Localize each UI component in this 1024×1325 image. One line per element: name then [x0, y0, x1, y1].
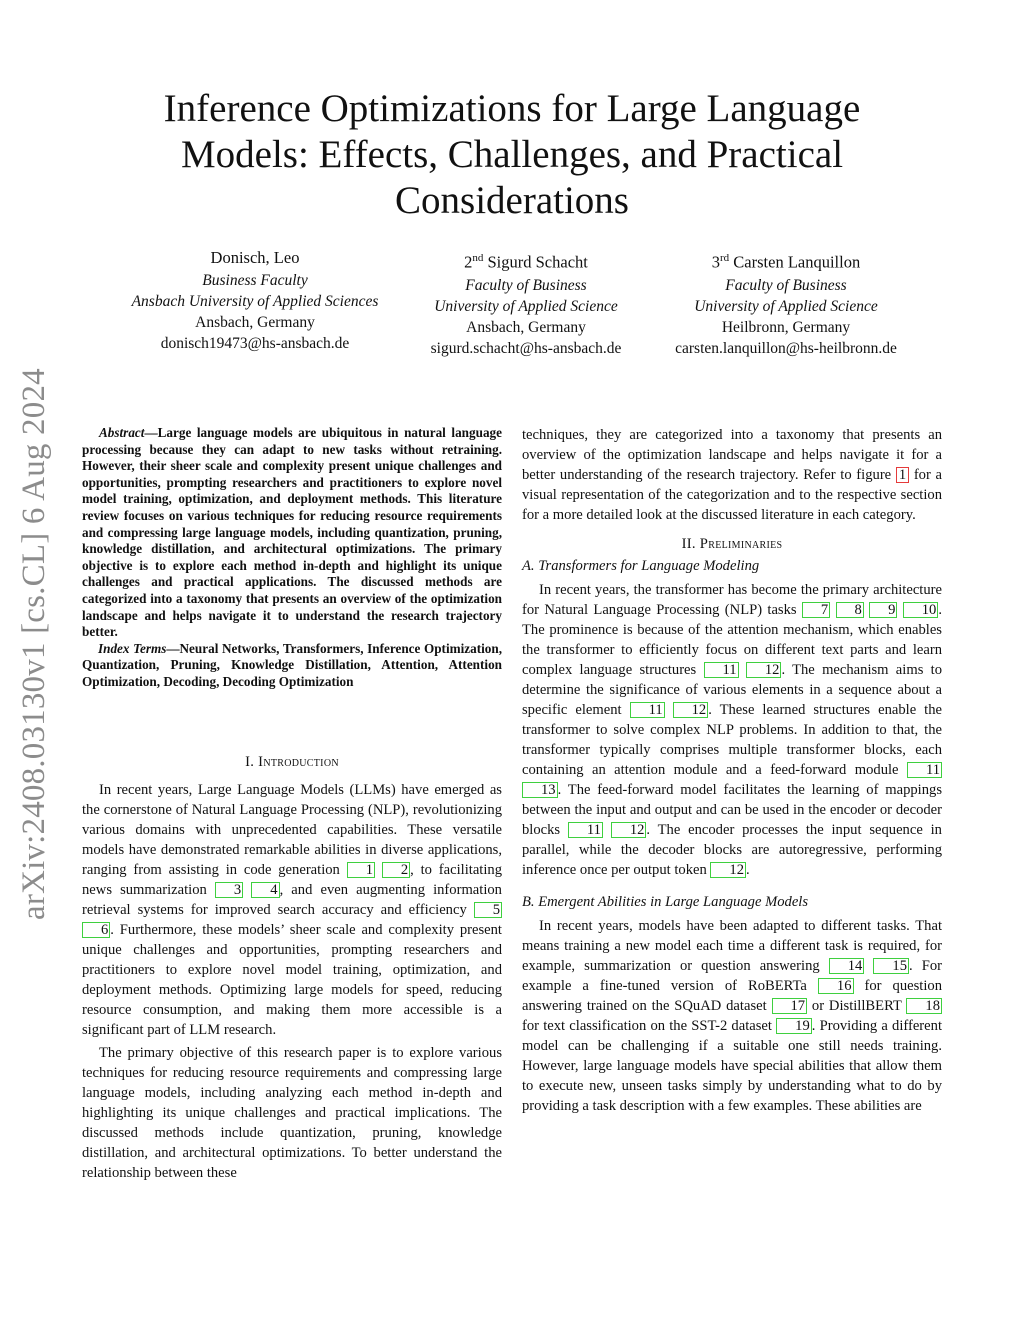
author-dept: Faculty of Business — [725, 276, 847, 294]
citation-link[interactable]: 15 — [873, 958, 909, 974]
arxiv-identifier-stamp: arXiv:2408.03130v1 [cs.CL] 6 Aug 2024 — [16, 368, 52, 920]
author-1 — [100, 246, 410, 354]
author-city: Ansbach, Germany — [466, 318, 586, 336]
citation-link[interactable]: 18 — [906, 998, 942, 1014]
emergent-abilities-paragraph: In recent years, models have been adapted to different tasks. That means training a new model each time a different task is required, for example, summarization or question answering 14 15 . For example a fine-tuned version of RoBERTa 16 for question answering trained on the SQuAD dataset 17 or DistillBERT 18 for text classification on the SST-2 dataset 19 . Providing a different model can be challenging if a suitable one still needs training. However, large language models have special abilities that allow them to execute new, unseen tasks simply by understanding what to do by providing a task description with a few examples. These abilities are — [522, 918, 943, 1114]
figure-link[interactable]: 1 — [896, 467, 909, 483]
citation-link[interactable]: 12 — [611, 822, 647, 838]
paper-title: Inference Optimizations for Large Language Models: Effects, Challenges, and Practical Considerations — [163, 87, 861, 222]
intro-continuation-paragraph: techniques, they are categorized into a taxonomy that presents an overview of the optimization landscape and helps navigate it for a better understanding of the research trajectory. Refer to figure 1 for a visual representation of the categorization and to the respective section for a more detailed look at the discussed literature in each category. — [522, 427, 942, 523]
author-name: 3rd Carsten Lanquillon — [711, 252, 861, 272]
transformers-paragraph: In recent years, the transformer has become the primary architecture for Natural Language Processing (NLP) tasks 7 8 9 10 . The prominence is because of the attention mechanism, which enables the transformer to efficiently focus on different text parts and learn complex language structures 11 12 . The mechanism aims to determine the significance of various elements in a sequence about a specific element 11 12 . These learned structures enable the transformer to solve complex NLP problems. In addition to that, the transformer typically comprises multiple transformer blocks, each containing an attention module and a feed-forward module 11 13 . The feed-forward model facilitates the learning of mappings between the input and output and can be used in the encoder or decoder blocks 11 12 . The encoder processes the input sequence in parallel, while the decoder blocks are autoregressive, performing inference once per output token 12 . — [522, 582, 942, 878]
author-2 — [410, 246, 642, 359]
citation-link[interactable]: 7 — [802, 602, 830, 618]
abstract-paragraph: Abstract—Large language models are ubiquitous in natural language processing because they can adapt to new tasks without retraining. However, their sheer scale and complexity present unique challenges and opportunities, prompting researchers and practitioners to explore novel model training, optimization, and deployment methods. This literature review focuses on various techniques for reducing resource requirements and compressing large language models, including quantization, pruning, knowledge distillation, and architectural optimizations. The primary objective is to explore each method in-depth and highlight its unique challenges and practical applications. The discussed methods are categorized into a taxonomy that presents an overview of the optimization landscape and helps navigate it to understand the research trajectory better. — [82, 425, 502, 640]
index-terms-label: Index Terms — [98, 640, 167, 656]
abstract — [82, 425, 502, 691]
subsection-heading-emergent-abilities: B. Emergent Abilities in Large Language Models — [522, 894, 809, 910]
citation-link[interactable]: 12 — [746, 662, 782, 678]
author-city: Ansbach, Germany — [195, 314, 315, 331]
author-org: University of Applied Science — [434, 297, 618, 315]
citation-link[interactable]: 16 — [818, 978, 854, 994]
citation-link[interactable]: 2 — [382, 862, 410, 878]
author-name: 2nd Sigurd Schacht — [464, 252, 588, 272]
citation-link[interactable]: 11 — [704, 662, 739, 678]
author-email[interactable]: carsten.lanquillon@hs-heilbronn.de — [675, 339, 897, 357]
section-heading-preliminaries: II. Preliminaries — [681, 536, 783, 552]
intro-paragraph-2: The primary objective of this research paper is to explore various techniques for reducing resource requirements and compressing large language models, including analyzing each method in-depth and highlighting its unique challenges and practical implications. The discussed methods include quantization, pruning, knowledge distillation, and architectural optimizations. To better understand the relationship between these — [82, 1045, 502, 1181]
citation-link[interactable]: 12 — [673, 702, 709, 718]
author-dept: Faculty of Business — [465, 276, 587, 294]
citation-link[interactable]: 10 — [903, 602, 939, 618]
citation-link[interactable]: 11 — [907, 762, 942, 778]
subsection-heading-transformers: A. Transformers for Language Modeling — [522, 558, 760, 574]
author-email[interactable]: sigurd.schacht@hs-ansbach.de — [430, 339, 622, 357]
citation-link[interactable]: 1 — [347, 862, 375, 878]
introduction-section — [82, 752, 502, 1183]
citation-link[interactable]: 11 — [630, 702, 665, 718]
index-terms: Index Terms—Neural Networks, Transformers, Inference Optimization, Quantization, Pruning, Knowledge Distillation, Attention, Attention Optimization, Decoding, Decoding Optimization — [82, 640, 502, 689]
citation-link[interactable]: 5 — [474, 902, 502, 918]
citation-link[interactable]: 3 — [215, 882, 243, 898]
intro-paragraph-1: In recent years, Large Language Models (LLMs) have emerged as the cornerstone of Natural Language Processing (NLP), revolutionizing various domains with unprecedented capabilities. These versatile models have demonstrated remarkable abilities in diverse applications, ranging from assisting in code generation 1 2 , to facilitating news summarization 3 4 , and even augmenting information retrieval systems for improved search accuracy and efficiency 5 6 . Furthermore, these models’ sheer scale and complexity present unique challenges and opportunities, prompting researchers and practitioners to explore novel model training, optimization, and deployment methods. Optimizing large models for speed, reducing resource consumption, and making them more accessible is a significant part of LLM research. — [82, 782, 502, 1038]
right-column — [522, 425, 942, 1116]
author-dept: Business Faculty — [202, 272, 308, 289]
section-heading-introduction: I. Introduction — [245, 754, 339, 770]
author-email[interactable]: donisch19473@hs-ansbach.de — [160, 335, 350, 352]
abstract-label: Abstract — [99, 425, 145, 440]
citation-link[interactable]: 17 — [772, 998, 808, 1014]
author-city: Heilbronn, Germany — [721, 318, 851, 336]
author-org: University of Applied Science — [694, 297, 878, 315]
citation-link[interactable]: 4 — [251, 882, 279, 898]
author-org: Ansbach University of Applied Sciences — [131, 293, 379, 310]
citation-link[interactable]: 14 — [829, 958, 865, 974]
citation-link[interactable]: 11 — [568, 822, 603, 838]
author-3 — [656, 246, 916, 359]
citation-link[interactable]: 13 — [522, 782, 558, 798]
citation-link[interactable]: 12 — [710, 862, 746, 878]
citation-link[interactable]: 19 — [776, 1018, 812, 1034]
citation-link[interactable]: 8 — [836, 602, 864, 618]
citation-link[interactable]: 9 — [869, 602, 897, 618]
citation-link[interactable]: 6 — [82, 922, 110, 938]
author-name: Donisch, Leo — [210, 248, 300, 267]
